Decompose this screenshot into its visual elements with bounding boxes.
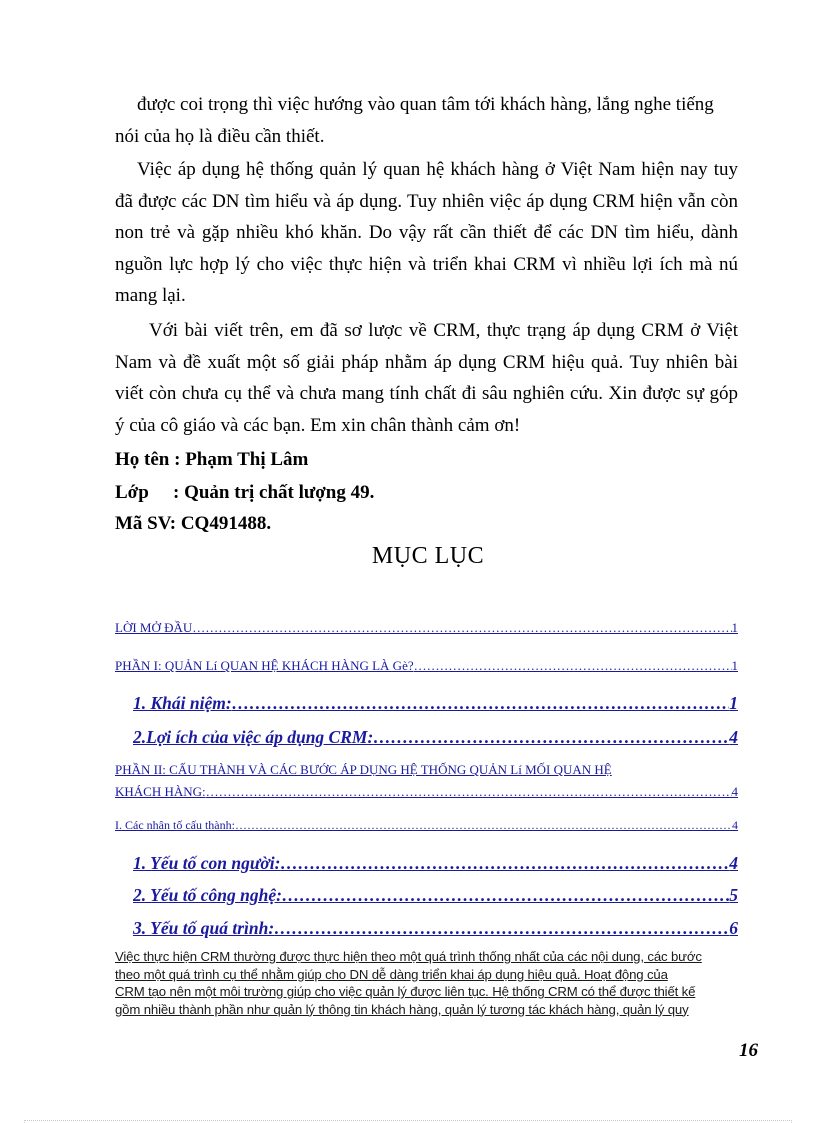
toc-entry-benefits[interactable] [133, 727, 738, 748]
toc-entry-text: PHẦN I: QUẢN Lí QUAN HỆ KHÁCH HÀNG LÀ Gè? [115, 658, 414, 673]
paragraph-1-line-1: được coi trọng thì việc hướng vào quan tâm tới khách hàng, lắng nghe tiếng [137, 94, 714, 115]
toc-entry-part-2[interactable] [115, 759, 738, 803]
toc-entry-text: I. Các nhân tố cấu thành: [115, 818, 235, 832]
toc-entry-text: 3. Yếu tố quá trình: [133, 918, 275, 938]
toc-entry-introduction[interactable] [115, 620, 738, 636]
toc-entry-page: 1 [731, 620, 738, 635]
summary-line: theo một quá trình cụ thể nhằm giúp cho DN dễ dàng triển khai áp dụng hiệu quả. Hoạt động của [115, 966, 668, 982]
toc-entry-text: 1. Yếu tố con người: [133, 853, 281, 873]
summary-line: gồm nhiều thành phần như quản lý thông tin khách hàng, quản lý tương tác khách hàng, quản lý quy [115, 1001, 689, 1017]
toc-entry-part-1[interactable] [115, 658, 738, 674]
author-name [115, 449, 308, 471]
toc-entry-page: 4 [731, 784, 738, 799]
toc-entry-factors[interactable] [115, 818, 738, 833]
summary-line: Việc thực hiện CRM thường được thực hiện theo một quá trình thống nhất của các nội dung, các bước [115, 949, 702, 964]
author-name-value: Phạm Thị Lâm [185, 449, 309, 470]
paragraph-2: Việc áp dụng hệ thống quản lý quan hệ khách hàng ở Việt Nam hiện nay tuy đã được các DN tìm hiểu và áp dụng. Tuy nhiên việc áp dụng CRM hiện vẫn còn non trẻ và gặp nhiều khó khăn. Do vậy rất cần thiết để các DN tìm hiểu, dành nguồn lực hợp lý cho việc thực hiện và triển khai CRM vì nhiều lợi ích mà nú mang lại. [115, 159, 738, 306]
author-class [115, 482, 374, 504]
paragraph-1 [115, 89, 738, 152]
page-number: 16 [739, 1040, 758, 1061]
toc-entry-text: 1. Khái niệm: [133, 693, 232, 713]
toc-entry-text: LỜI MỞ ĐẦU [115, 620, 193, 635]
toc-entry-human-factor[interactable] [133, 853, 738, 874]
toc-entry-text: 2.Lợi ích của việc áp dụng CRM: [133, 727, 374, 747]
paragraph-crm-vietnam [115, 154, 738, 312]
author-class-value: : Quản trị chất lượng 49. [173, 482, 375, 503]
toc-entry-technology-factor[interactable] [133, 885, 738, 906]
toc-entry-concept[interactable] [133, 693, 738, 714]
summary-text [115, 948, 740, 1018]
toc-entry-page: 4 [729, 853, 738, 873]
toc-entry-text-line-2: KHÁCH HÀNG: [115, 784, 206, 799]
summary-line: CRM tạo nên một môi trường giúp cho việc quản lý được liên tục. Hệ thống CRM có thể được thiết kế [115, 984, 696, 999]
paragraph-conclusion [115, 315, 738, 441]
toc-entry-text: 2. Yếu tố công nghệ: [133, 885, 282, 905]
student-id-label: Mã SV: [115, 513, 181, 534]
toc-entry-page: 4 [732, 818, 738, 832]
toc-entry-process-factor[interactable] [133, 918, 738, 939]
author-name-label: Họ tên : [115, 449, 186, 470]
paragraph-3: Với bài viết trên, em đã sơ lược về CRM, thực trạng áp dụng CRM ở Việt Nam và đề xuất một số giải pháp nhằm áp dụng CRM hiệu quả. Tuy nhiên bài viết còn chưa cụ thể và chưa mang tính chất đi sâu nghiên cứu. Xin được sự góp ý của cô giáo và các bạn. Em xin chân thành cảm ơn! [115, 320, 738, 436]
student-id-value: CQ491488. [180, 513, 272, 534]
author-class-label: Lớp [115, 482, 149, 503]
paragraph-continuation [115, 89, 738, 152]
toc-entry-page: 5 [729, 885, 738, 905]
toc-entry-page: 6 [729, 918, 738, 938]
paragraph-1-line-2: nói của họ là điều cần thiết. [115, 125, 325, 147]
toc-entry-page: 1 [729, 693, 738, 713]
toc-entry-page: 1 [731, 658, 738, 673]
student-id [115, 513, 271, 535]
toc-title: MỤC LỤC [371, 543, 485, 569]
toc-entry-page: 4 [729, 727, 738, 747]
toc-entry-text-line-1: PHẦN II: CẤU THÀNH VÀ CÁC BƯỚC ÁP DỤNG HỆ THỐNG QUẢN Lí MỐI QUAN HỆ [115, 762, 612, 777]
